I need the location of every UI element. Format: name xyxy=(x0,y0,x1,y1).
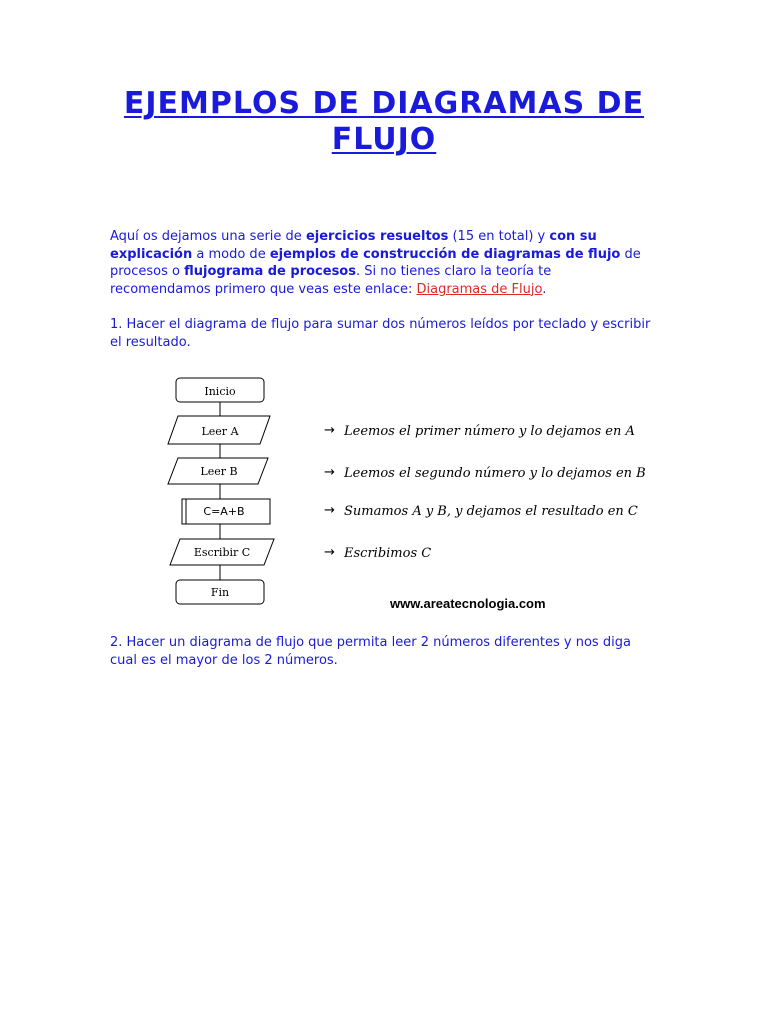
intro-text: a modo de xyxy=(192,246,270,262)
diagramas-de-flujo-link[interactable]: Diagramas de Flujo xyxy=(416,281,543,297)
end-label: Fin xyxy=(210,586,230,599)
start-label: Inicio xyxy=(204,385,236,398)
intro-bold-examples: ejemplos de construcción de diagramas de flujo xyxy=(269,246,621,262)
annotation-arrow-icon: → xyxy=(324,465,335,480)
title-line-1: EJEMPLOS DE DIAGRAMAS DE xyxy=(123,86,645,121)
annotation-read-a: Leemos el primer número y lo dejamos en A xyxy=(344,424,635,439)
intro-text: Aquí os dejamos una serie de xyxy=(110,229,306,244)
flowchart-figure xyxy=(160,372,660,622)
intro-text: . Si no tienes claro la teoría te recomendamos primero que veas este enlace: xyxy=(110,264,552,297)
annotation-read-b: Leemos el segundo número y lo dejamos en B xyxy=(344,466,646,481)
title-line-2: FLUJO xyxy=(331,122,437,157)
intro-text: . xyxy=(542,281,547,297)
website-watermark: www.areatecnologia.com xyxy=(390,596,546,611)
intro-bold-explanation: con su explicación xyxy=(110,229,597,262)
annotation-arrow-icon: → xyxy=(324,545,335,560)
intro-bold-exercises: ejercicios resueltos xyxy=(305,229,449,244)
exercise-2-text: 2. Hacer un diagrama de flujo que permita leer 2 números diferentes y nos diga cual es el mayor de los 2 números. xyxy=(110,635,631,668)
annotation-write-c: Escribimos C xyxy=(344,546,432,561)
write-c-label: Escribir C xyxy=(193,546,251,559)
read-b-label: Leer B xyxy=(200,465,238,478)
annotation-sum: Sumamos A y B, y dejamos el resultado en C xyxy=(344,504,638,519)
intro-bold-flujograma: flujograma de procesos xyxy=(184,264,356,279)
intro-text: de procesos o xyxy=(110,246,641,279)
intro-paragraph xyxy=(110,228,655,298)
intro-text: (15 en total) y xyxy=(448,229,550,244)
process-label: C=A+B xyxy=(203,505,245,518)
annotation-arrow-icon: → xyxy=(324,503,335,518)
read-a-label: Leer A xyxy=(201,425,239,438)
document-title xyxy=(0,86,768,158)
exercise-1-text: 1. Hacer el diagrama de flujo para sumar dos números leídos por teclado y escribir el resultado. xyxy=(110,317,651,350)
annotation-arrow-icon: → xyxy=(324,423,335,438)
